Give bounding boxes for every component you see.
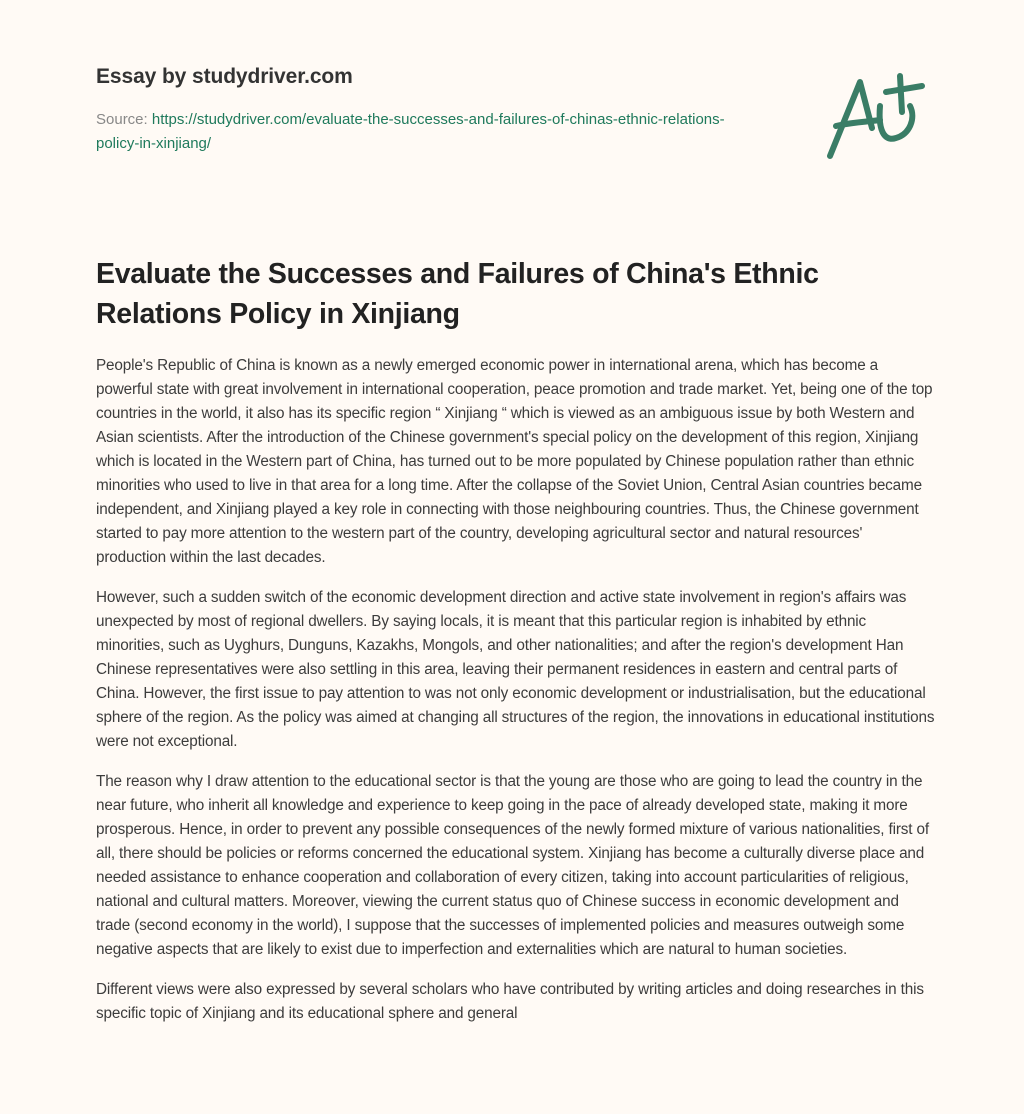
site-brand: Essay by studydriver.com (96, 65, 353, 88)
essay-paragraph: People's Republic of China is known as a newly emerged economic power in international arena, which has become a powerful state with great involvement in international cooperation, peace promotion and trade market. Yet, being one of the top countries in the world, it also has its specific region “ Xinjiang “ which is viewed as an ambiguous issue by both Western and Asian scientists. After the introduction of the Chinese government's special policy on the development of this region, Xinjiang which is located in the Western part of China, has turned out to be more populated by Chinese population rather than ethnic minorities who used to live in that area for a long time. After the collapse of the Soviet Union, Central Asian countries became independent, and Xinjiang played a key role in connecting with those neighbouring countries. Thus, the Chinese government started to pay more attention to the western part of the country, developing agricultural sector and natural resources' production within the last decades. (96, 357, 933, 566)
a-plus-grade-icon (822, 68, 932, 168)
essay-title: Evaluate the Successes and Failures of China's Ethnic Relations Policy in Xinjiang (96, 258, 819, 330)
essay-header (96, 62, 796, 156)
source-line (96, 108, 756, 156)
source-link[interactable]: https://studydriver.com/evaluate-the-successes-and-failures-of-chinas-ethnic-relations-policy-in-xinjiang/ (96, 111, 725, 152)
essay-paragraph: The reason why I draw attention to the educational sector is that the young are those who are going to lead the country in the near future, who inherit all knowledge and experience to keep going in the pace of already developed state, making it more prosperous. Hence, in order to prevent any possible consequences of the newly formed mixture of various nationalities, first of all, there should be policies or reforms concerned the educational system. Xinjiang has become a culturally diverse place and needed assistance to enhance cooperation and collaboration of every citizen, taking into account particularities of religious, national and cultural matters. Moreover, viewing the current status quo of Chinese success in economic development and trade (second economy in the world), I suppose that the successes of implemented policies and measures outweigh some negative aspects that are likely to exist due to imperfection and externalities which are natural to human societies. (96, 773, 929, 958)
essay-body (96, 354, 936, 1042)
source-label: Source: (96, 111, 152, 128)
essay-paragraph: Different views were also expressed by several scholars who have contributed by writing articles and doing researches in this specific topic of Xinjiang and its educational sphere and general (96, 981, 924, 1022)
essay-paragraph: However, such a sudden switch of the economic development direction and active state involvement in region's affairs was unexpected by most of regional dwellers. By saying locals, it is meant that this particular region is inhabited by ethnic minorities, such as Uyghurs, Dunguns, Kazakhs, Mongols, and other nationalities; and after the region's development Han Chinese representatives were also settling in this area, leaving their permanent residences in eastern and central parts of China. However, the first issue to pay attention to was not only economic development or industrialisation, but the educational sphere of the region. As the policy was aimed at changing all structures of the region, the innovations in educational institutions were not exceptional. (96, 589, 935, 750)
